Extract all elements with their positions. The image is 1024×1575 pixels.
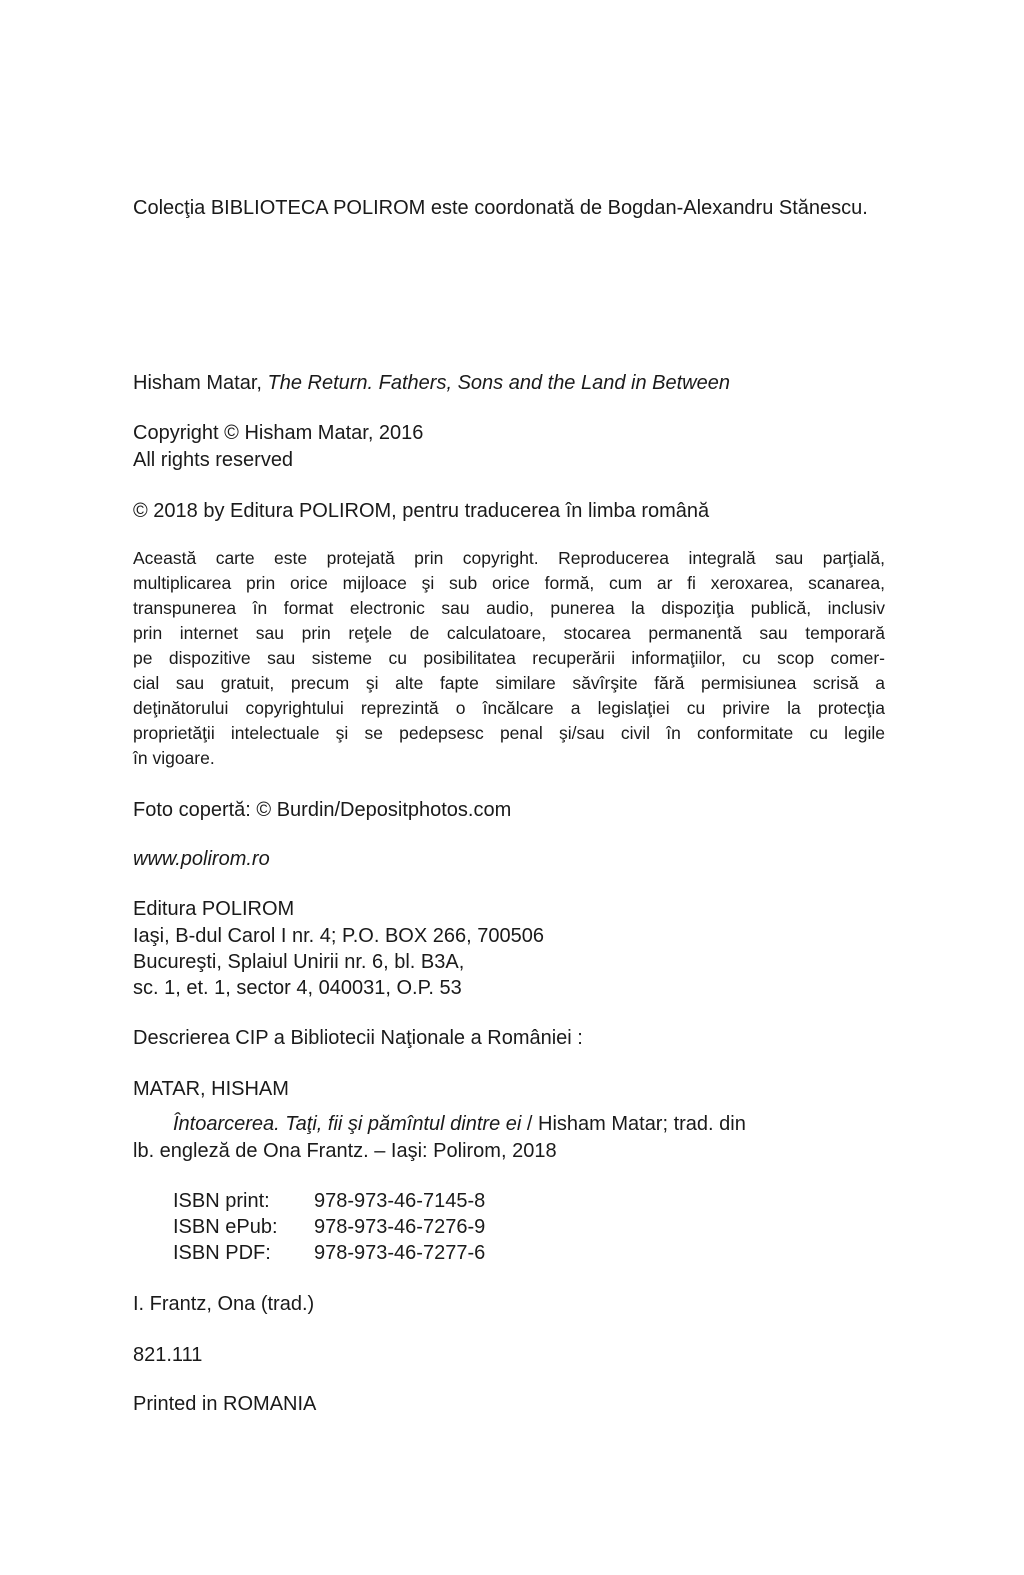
translation-copyright: © 2018 by Editura POLIROM, pentru traducerea în limba română <box>133 500 710 522</box>
isbn-row: ISBN print: 978-973-46-7145-8 <box>173 1190 486 1212</box>
paragraph-line: deţinătorului copyrightului reprezintă o încălcare a legislaţiei cu privire la protecţia <box>133 698 885 718</box>
printed-in: Printed in ROMANIA <box>133 1393 317 1415</box>
publisher-address-line: Iaşi, B-dul Carol I nr. 4; P.O. BOX 266, 700506 <box>133 925 544 947</box>
original-author: Hisham Matar, <box>133 372 268 394</box>
cip-author: MATAR, HISHAM <box>133 1078 289 1100</box>
paragraph-line: proprietăţii intelectuale şi se pedepsesc penal şi/sau civil în conformitate cu legile <box>133 723 885 743</box>
publisher-name: Editura POLIROM <box>133 898 295 920</box>
cip-heading: Descrierea CIP a Bibliotecii Naţionale a României : <box>133 1027 583 1049</box>
isbn-row: ISBN ePub: 978-973-46-7276-9 <box>173 1216 486 1238</box>
cip-translator-info: / Hisham Matar; trad. din <box>521 1113 746 1135</box>
cover-photo-credit: Foto copertă: © Burdin/Depositphotos.com <box>133 799 512 821</box>
paragraph-line: multiplicarea prin orice mijloace şi sub orice formă, cum ar fi xeroxarea, scanarea, <box>133 573 885 593</box>
isbn-row: ISBN PDF: 978-973-46-7277-6 <box>173 1242 486 1264</box>
publisher-address-line: Bucureşti, Splaiul Unirii nr. 6, bl. B3A, <box>133 951 465 973</box>
original-title-line <box>133 370 730 396</box>
cip-title: Întoarcerea. Taţi, fii şi pămîntul dintre ei <box>173 1113 522 1135</box>
cip-title-line <box>173 1111 746 1137</box>
website-link[interactable]: www.polirom.ro <box>133 848 270 870</box>
paragraph-line: cial sau gratuit, precum şi alte fapte similare săvîrşite fără permisiunea scrisă a <box>133 673 885 693</box>
cip-translator: I. Frantz, Ona (trad.) <box>133 1293 315 1315</box>
paragraph-line: în vigoare. <box>133 748 215 768</box>
cip-udc: 821.111 <box>133 1344 203 1366</box>
copyright-line: Copyright © Hisham Matar, 2016 <box>133 422 424 444</box>
isbn-list <box>173 1188 485 1266</box>
collection-note: Colecţia BIBLIOTECA POLIROM este coordonată de Bogdan-Alexandru Stănescu. <box>133 197 868 219</box>
rights-line: All rights reserved <box>133 449 294 471</box>
original-title: The Return. Fathers, Sons and the Land in Between <box>267 372 730 394</box>
paragraph-line: Această carte este protejată prin copyright. Reproducerea integrală sau parţială, <box>133 548 885 568</box>
publisher-address-line: sc. 1, et. 1, sector 4, 040031, O.P. 53 <box>133 977 462 999</box>
paragraph-line: pe dispozitive sau sisteme cu posibilitatea recuperării informaţiilor, cu scop comer- <box>133 648 885 668</box>
cip-imprint: lb. engleză de Ona Frantz. – Iaşi: Polirom, 2018 <box>133 1140 557 1162</box>
legal-paragraph <box>133 546 885 771</box>
paragraph-line: prin internet sau prin reţele de calculatoare, stocarea permanentă sau temporară <box>133 623 885 643</box>
paragraph-line: transpunerea în format electronic sau audio, punerea la dispoziţia publică, inclusiv <box>133 598 885 618</box>
